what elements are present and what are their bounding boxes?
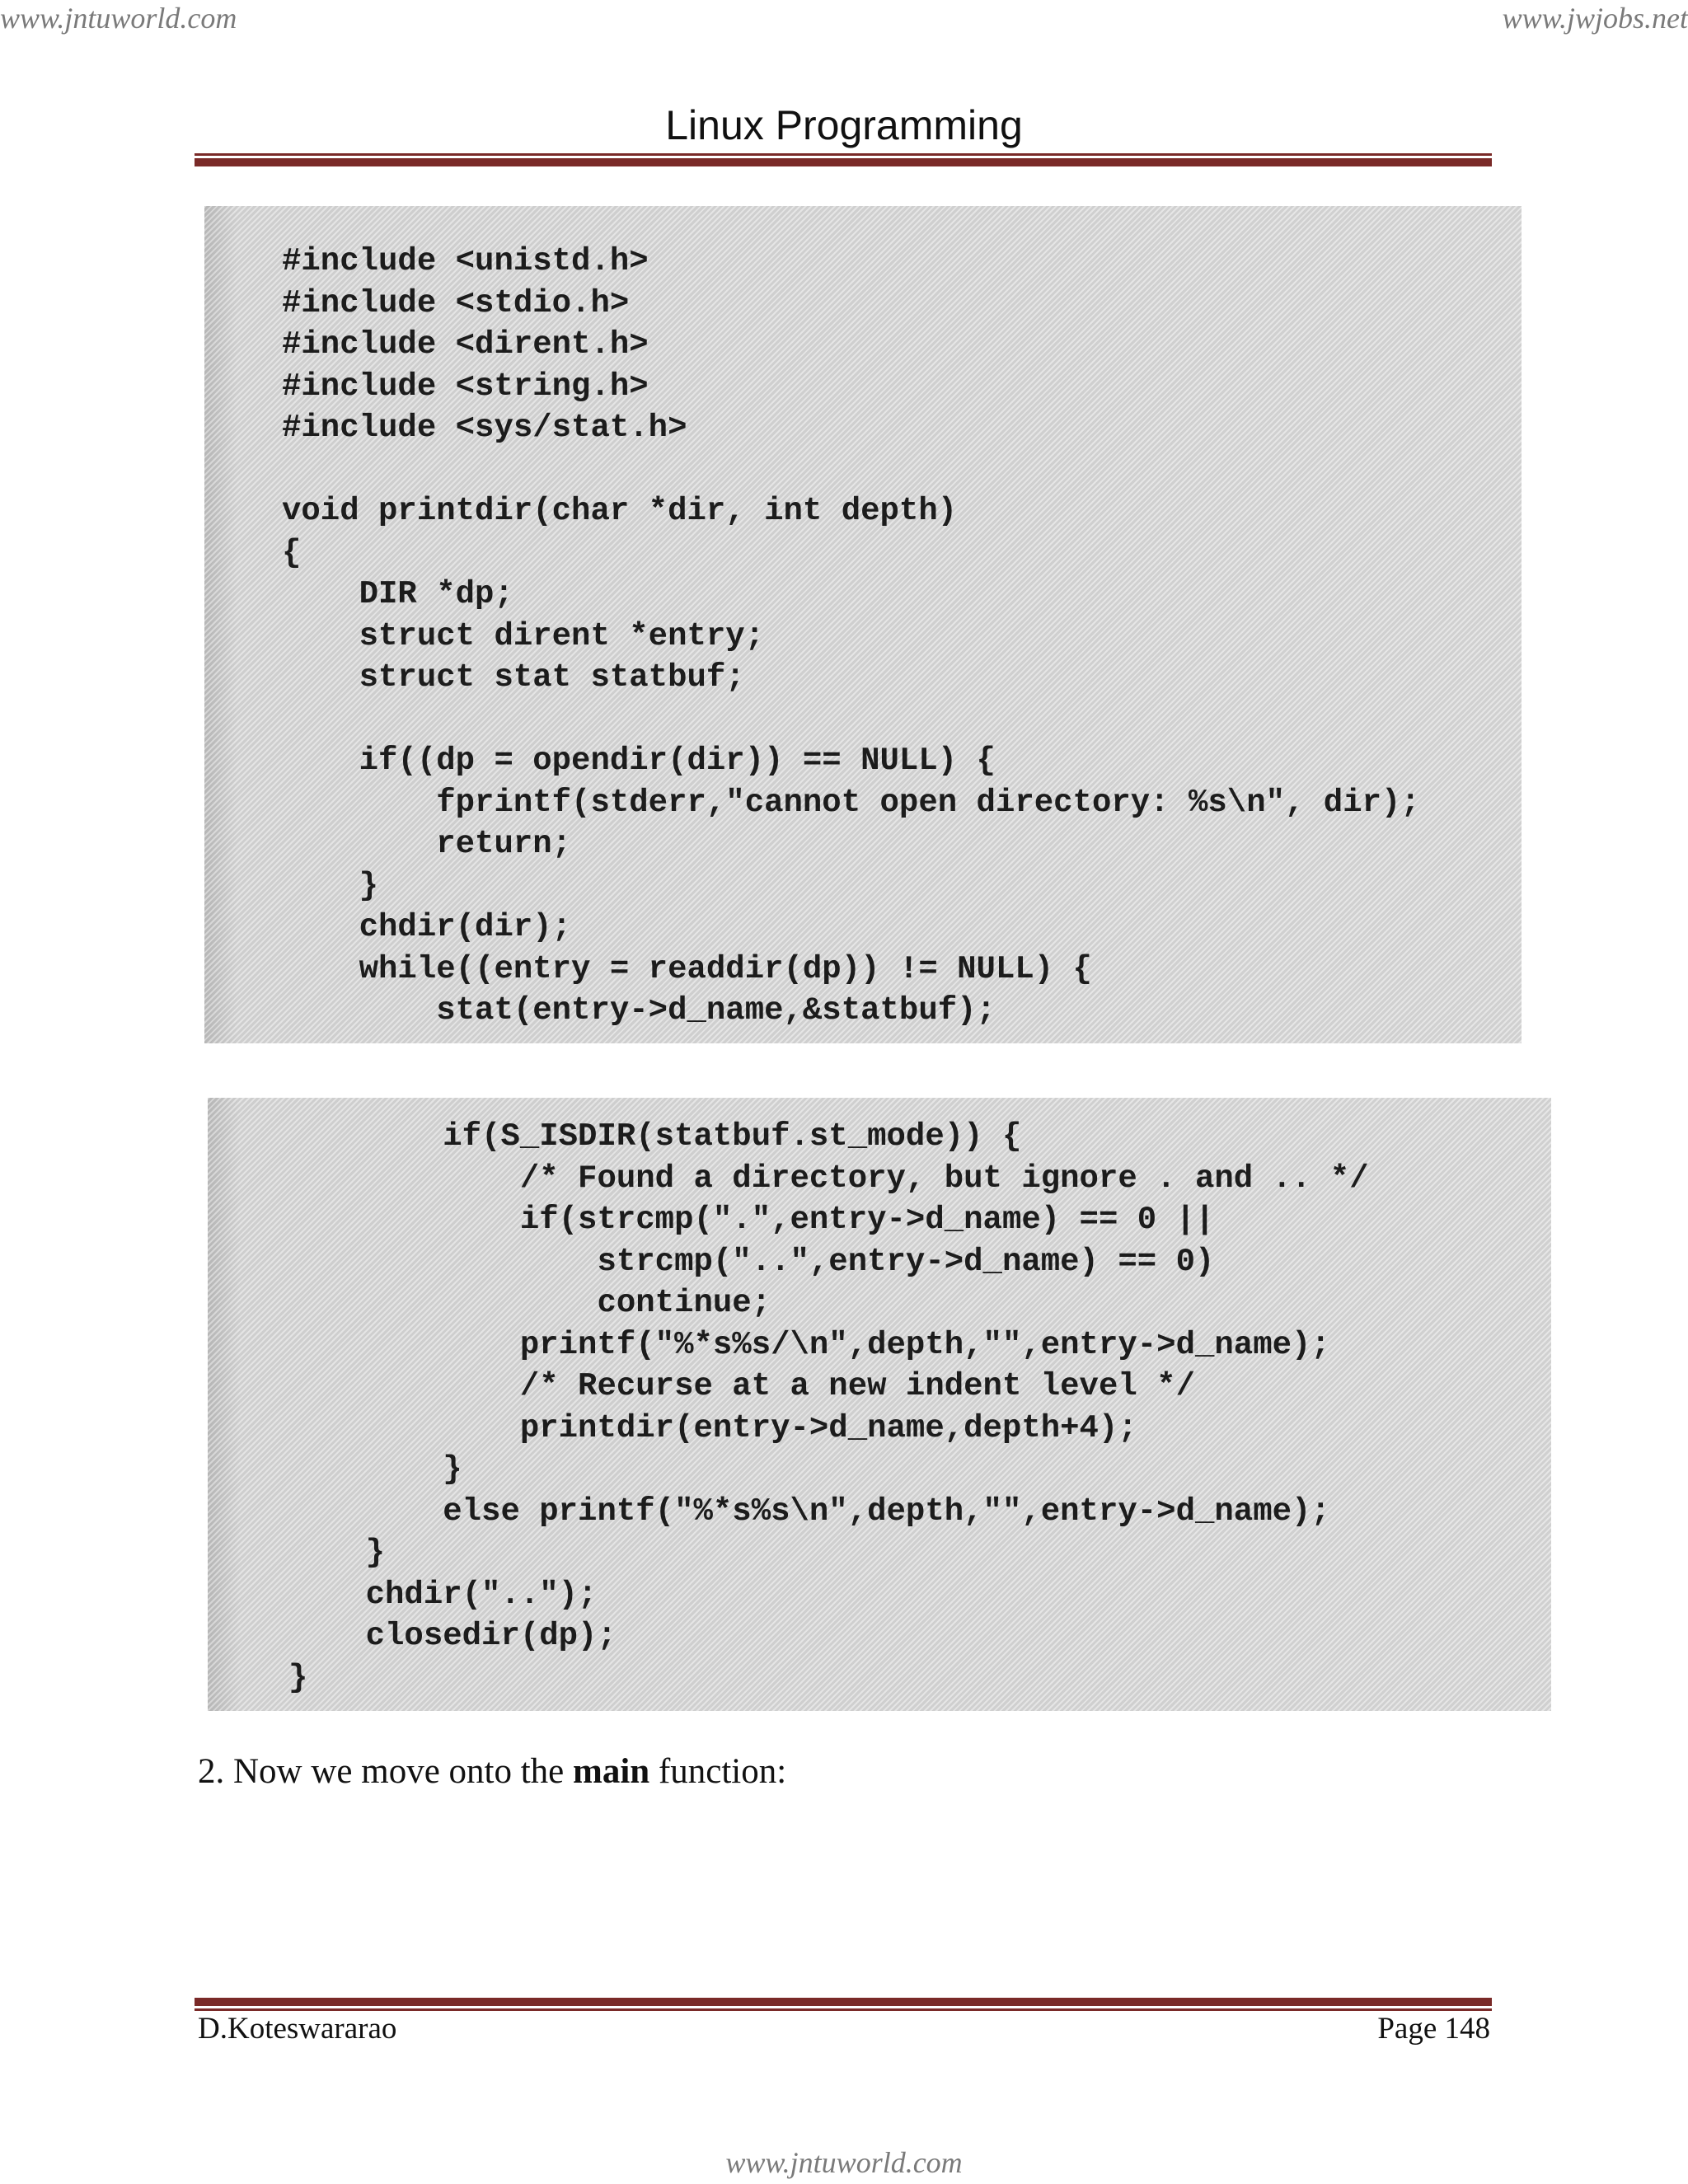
code-line: } [288, 1535, 386, 1571]
code-line: /* Recurse at a new indent level */ [288, 1368, 1195, 1404]
footer-rule-thick [195, 1998, 1492, 2006]
code-line [282, 699, 1420, 741]
code-line: DIR *dp; [282, 576, 513, 612]
code-line: chdir(".."); [288, 1576, 598, 1613]
code-line: struct stat statbuf; [282, 659, 745, 696]
code-line: if(S_ISDIR(statbuf.st_mode)) { [288, 1118, 1022, 1155]
body-text-bold: main [573, 1752, 650, 1791]
code-line: } [288, 1659, 308, 1696]
code-line: #include <string.h> [282, 368, 649, 405]
code-line: #include <unistd.h> [282, 243, 649, 279]
code-line: { [282, 534, 302, 571]
body-text-prefix: 2. Now we move onto the [198, 1752, 574, 1791]
code-line: while((entry = readdir(dp)) != NULL) { [282, 950, 1092, 987]
code-line: if(strcmp(".",entry->d_name) == 0 || [288, 1202, 1215, 1238]
body-text-suffix: function: [649, 1752, 787, 1791]
code-listing-part-2 [208, 1098, 1551, 1711]
header-rule-thin [195, 153, 1492, 156]
code-line: printf("%*s%s/\n",depth,"",entry->d_name); [288, 1326, 1330, 1363]
footer-author: D.Koteswararao [198, 2012, 397, 2046]
code-line [282, 449, 1420, 491]
code-lines [282, 241, 1420, 1032]
code-line: #include <stdio.h> [282, 284, 630, 321]
code-line: else printf("%*s%s\n",depth,"",entry->d_name); [288, 1493, 1330, 1530]
code-line: void printdir(char *dir, int depth) [282, 493, 958, 529]
code-line: strcmp("..",entry->d_name) == 0) [288, 1243, 1215, 1280]
code-line: closedir(dp); [288, 1618, 617, 1654]
code-line: if((dp = opendir(dir)) == NULL) { [282, 743, 996, 779]
code-line: } [288, 1451, 462, 1488]
code-line: #include <sys/stat.h> [282, 410, 687, 446]
code-line: struct dirent *entry; [282, 617, 765, 654]
footer-page-number: Page 148 [1377, 2012, 1490, 2046]
body-paragraph [198, 1750, 786, 1793]
code-line: /* Found a directory, but ignore . and .. */ [288, 1160, 1369, 1197]
header-watermark-left: www.jntuworld.com [0, 2, 237, 35]
code-line: continue; [288, 1285, 771, 1321]
code-listing-part-1 [204, 206, 1522, 1043]
page-title: Linux Programming [665, 102, 1023, 148]
code-line: chdir(dir); [282, 909, 572, 945]
code-line: printdir(entry->d_name,depth+4); [288, 1409, 1137, 1446]
header-rule-thick [195, 158, 1492, 166]
code-line: stat(entry->d_name,&statbuf); [282, 992, 996, 1029]
footer-watermark: www.jntuworld.com [725, 2146, 963, 2179]
code-line: #include <dirent.h> [282, 326, 649, 363]
code-line: return; [282, 826, 572, 862]
header-watermark-right: www.jwjobs.net [1502, 2, 1688, 35]
code-line: } [282, 867, 379, 904]
code-line: fprintf(stderr,"cannot open directory: %s\n", dir); [282, 784, 1420, 821]
code-lines [288, 1116, 1369, 1699]
